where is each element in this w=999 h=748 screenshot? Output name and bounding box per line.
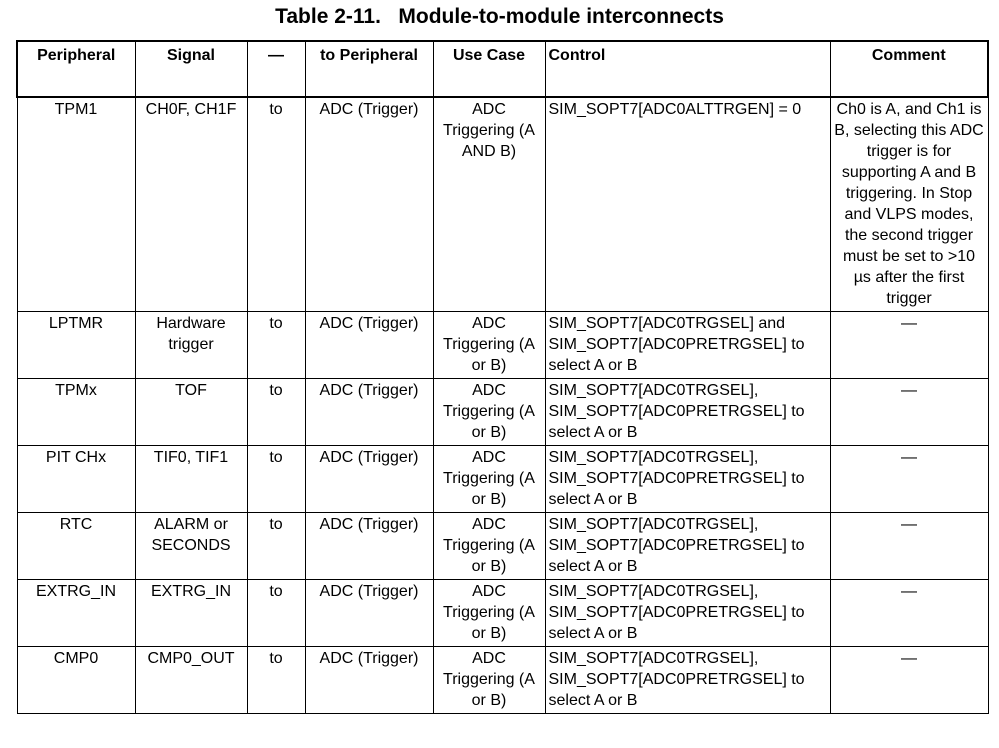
- interconnect-table: [16, 40, 989, 714]
- cell-comment: —: [830, 513, 988, 580]
- header-to-peripheral: to Peripheral: [305, 41, 433, 97]
- header-row: [17, 41, 988, 97]
- cell-peripheral: CMP0: [17, 647, 135, 714]
- cell-use-case: ADC Triggering (A or B): [433, 647, 545, 714]
- table-row: [17, 97, 988, 312]
- cell-to-peripheral: ADC (Trigger): [305, 446, 433, 513]
- table-row: [17, 513, 988, 580]
- cell-signal: TIF0, TIF1: [135, 446, 247, 513]
- header-dash: —: [247, 41, 305, 97]
- cell-peripheral: EXTRG_IN: [17, 580, 135, 647]
- cell-control: SIM_SOPT7[ADC0TRGSEL], SIM_SOPT7[ADC0PRETRGSEL] to select A or B: [545, 513, 830, 580]
- cell-direction: to: [247, 580, 305, 647]
- cell-signal: EXTRG_IN: [135, 580, 247, 647]
- cell-signal: TOF: [135, 379, 247, 446]
- cell-signal: CMP0_OUT: [135, 647, 247, 714]
- cell-direction: to: [247, 647, 305, 714]
- table-row: [17, 446, 988, 513]
- cell-direction: to: [247, 446, 305, 513]
- cell-to-peripheral: ADC (Trigger): [305, 513, 433, 580]
- cell-to-peripheral: ADC (Trigger): [305, 97, 433, 312]
- cell-to-peripheral: ADC (Trigger): [305, 379, 433, 446]
- cell-comment: —: [830, 647, 988, 714]
- header-peripheral: Peripheral: [17, 41, 135, 97]
- table-title: Table 2-11. Module-to-module interconnects: [275, 5, 724, 28]
- cell-comment: —: [830, 312, 988, 379]
- cell-control: SIM_SOPT7[ADC0ALTTRGEN] = 0: [545, 97, 830, 312]
- cell-direction: to: [247, 379, 305, 446]
- cell-comment: —: [830, 446, 988, 513]
- cell-to-peripheral: ADC (Trigger): [305, 647, 433, 714]
- header-control: Control: [545, 41, 830, 97]
- cell-signal: ALARM or SECONDS: [135, 513, 247, 580]
- cell-direction: to: [247, 513, 305, 580]
- cell-direction: to: [247, 312, 305, 379]
- cell-use-case: ADC Triggering (A or B): [433, 580, 545, 647]
- table-row: [17, 379, 988, 446]
- table-row: [17, 647, 988, 714]
- header-use-case: Use Case: [433, 41, 545, 97]
- cell-peripheral: TPMx: [17, 379, 135, 446]
- cell-control: SIM_SOPT7[ADC0TRGSEL] and SIM_SOPT7[ADC0PRETRGSEL] to select A or B: [545, 312, 830, 379]
- table-row: [17, 312, 988, 379]
- cell-to-peripheral: ADC (Trigger): [305, 312, 433, 379]
- table-row: [17, 580, 988, 647]
- cell-use-case: ADC Triggering (A or B): [433, 446, 545, 513]
- header-comment: Comment: [830, 41, 988, 97]
- cell-use-case: ADC Triggering (A or B): [433, 513, 545, 580]
- cell-control: SIM_SOPT7[ADC0TRGSEL], SIM_SOPT7[ADC0PRETRGSEL] to select A or B: [545, 580, 830, 647]
- header-signal: Signal: [135, 41, 247, 97]
- cell-comment: —: [830, 379, 988, 446]
- cell-to-peripheral: ADC (Trigger): [305, 580, 433, 647]
- cell-signal: CH0F, CH1F: [135, 97, 247, 312]
- cell-signal: Hardware trigger: [135, 312, 247, 379]
- cell-control: SIM_SOPT7[ADC0TRGSEL], SIM_SOPT7[ADC0PRETRGSEL] to select A or B: [545, 647, 830, 714]
- cell-comment: Ch0 is A, and Ch1 is B, selecting this ADC trigger is for supporting A and B triggering. In Stop and VLPS modes, the second trigger must be set to >10 µs after the first trigger: [830, 97, 988, 312]
- cell-control: SIM_SOPT7[ADC0TRGSEL], SIM_SOPT7[ADC0PRETRGSEL] to select A or B: [545, 379, 830, 446]
- cell-peripheral: TPM1: [17, 97, 135, 312]
- cell-peripheral: LPTMR: [17, 312, 135, 379]
- cell-use-case: ADC Triggering (A or B): [433, 379, 545, 446]
- cell-control: SIM_SOPT7[ADC0TRGSEL], SIM_SOPT7[ADC0PRETRGSEL] to select A or B: [545, 446, 830, 513]
- cell-peripheral: PIT CHx: [17, 446, 135, 513]
- cell-direction: to: [247, 97, 305, 312]
- cell-comment: —: [830, 580, 988, 647]
- cell-use-case: ADC Triggering (A AND B): [433, 97, 545, 312]
- cell-use-case: ADC Triggering (A or B): [433, 312, 545, 379]
- cell-peripheral: RTC: [17, 513, 135, 580]
